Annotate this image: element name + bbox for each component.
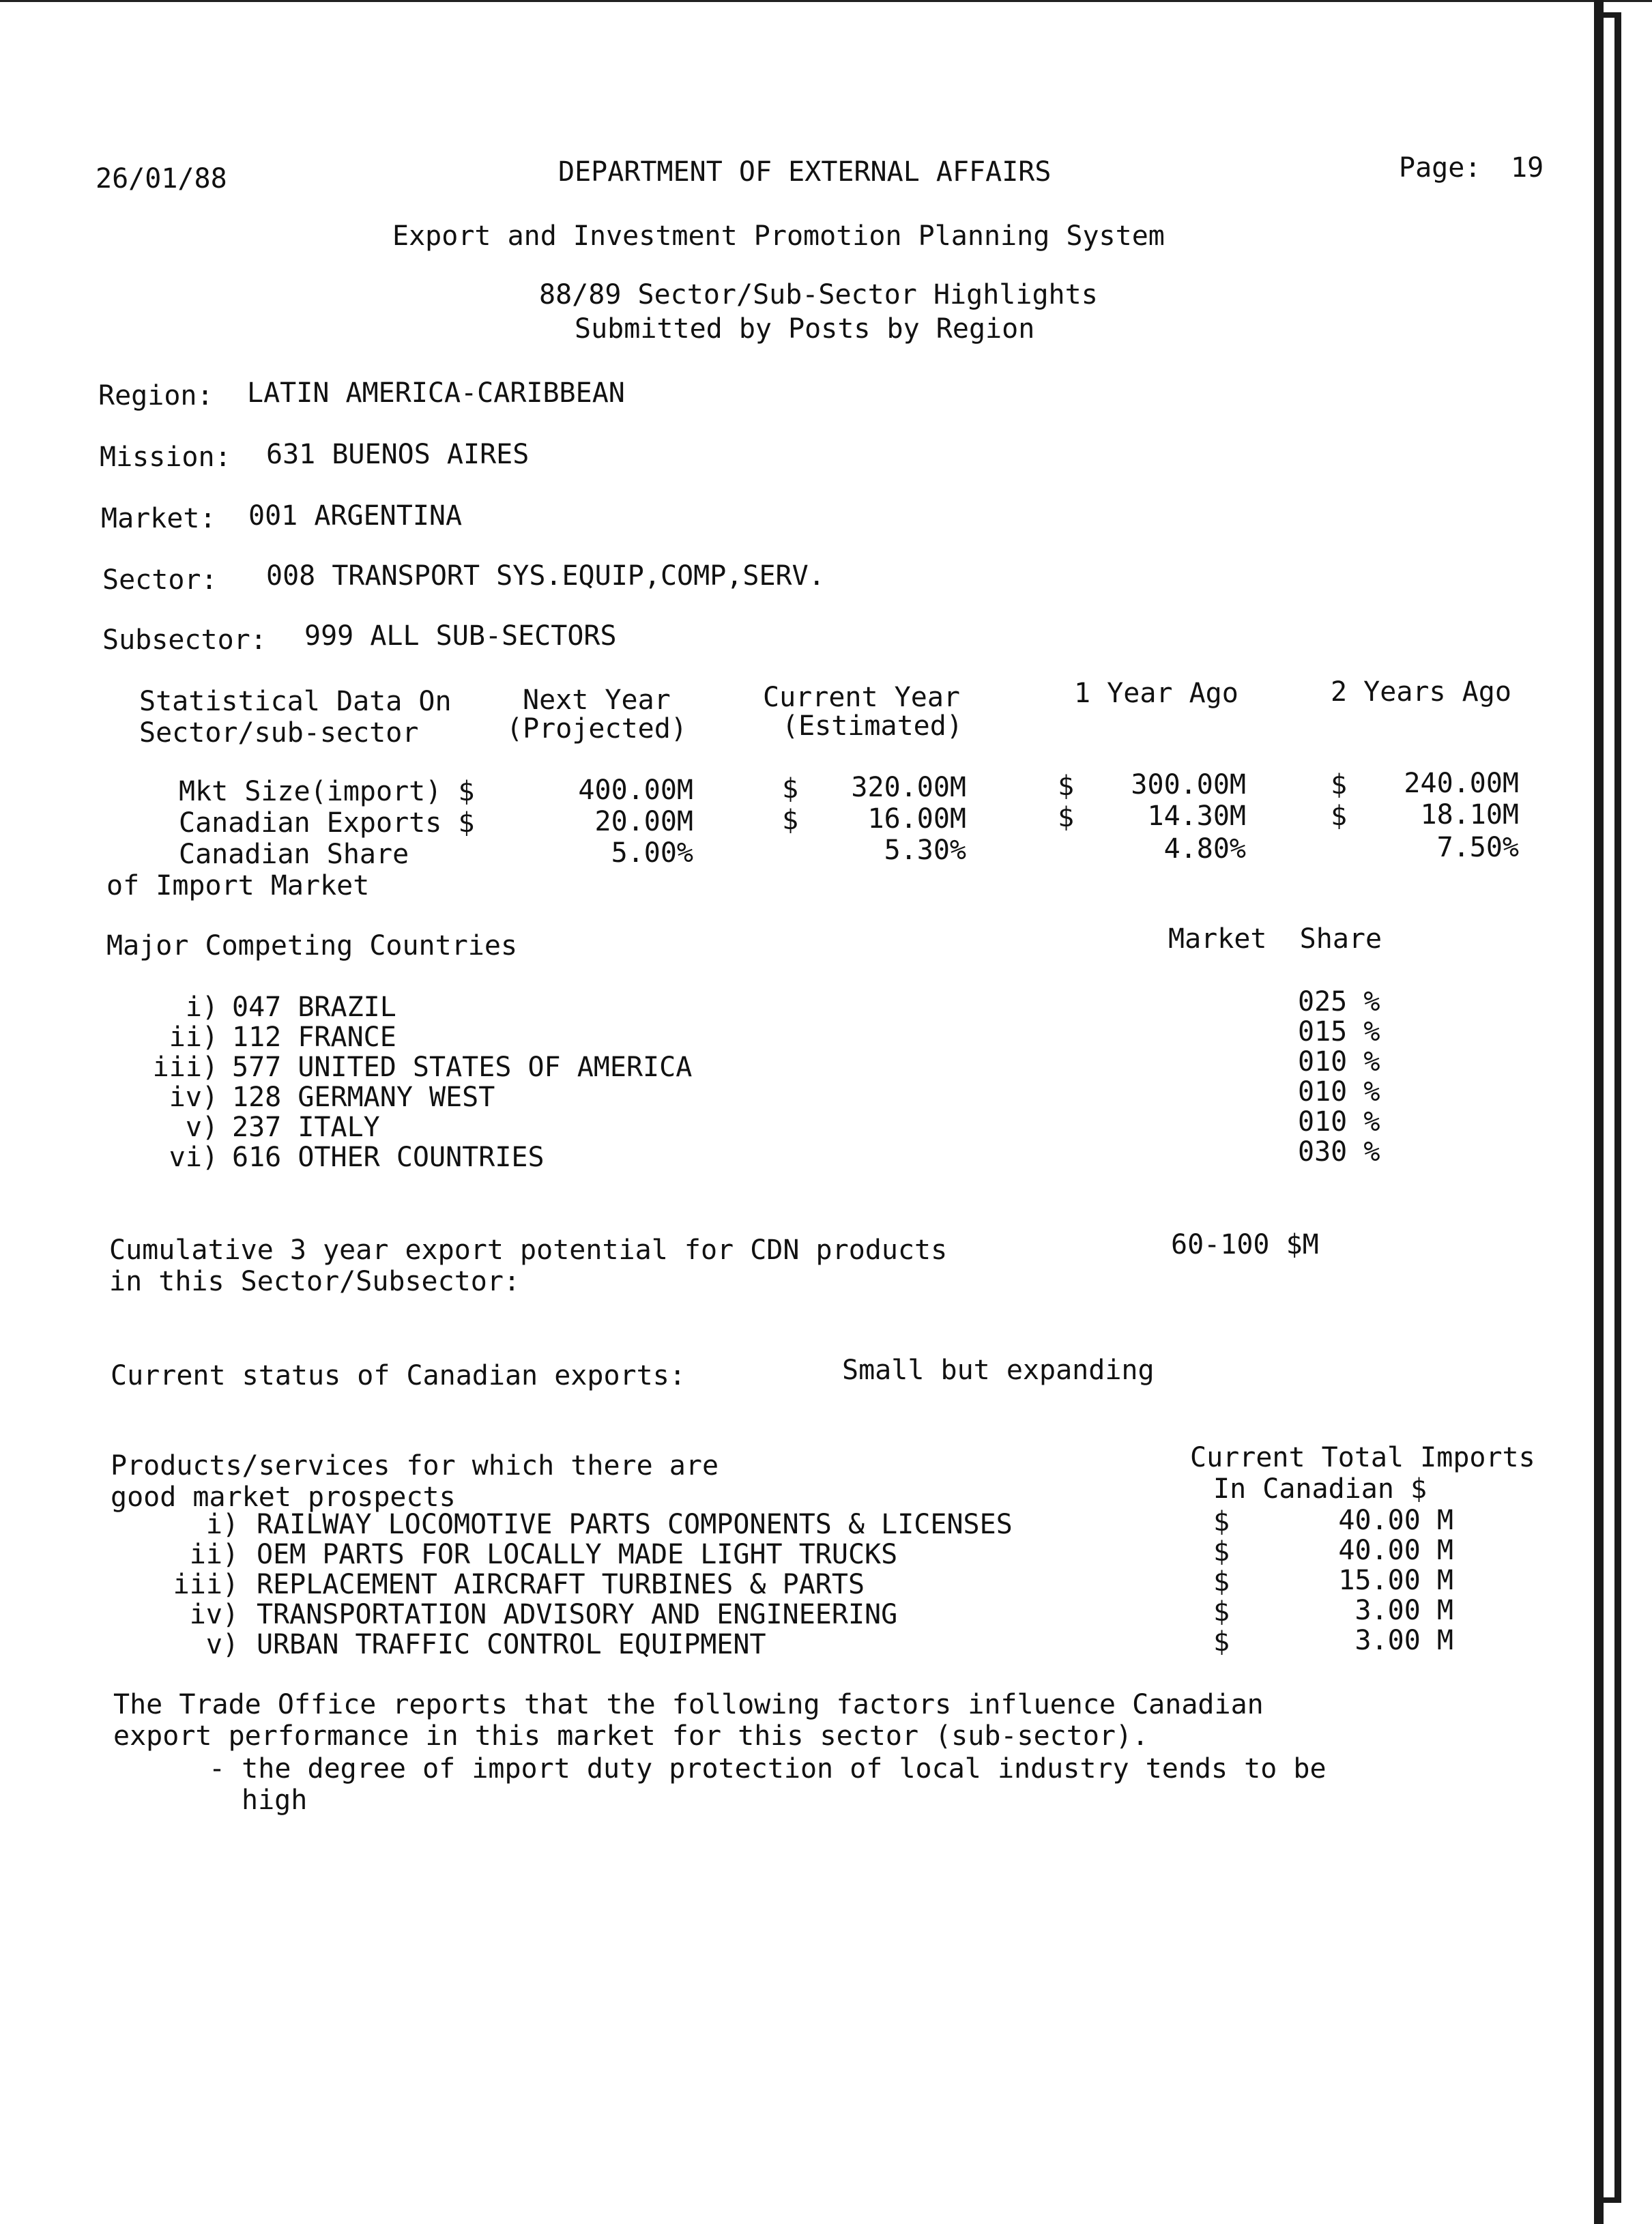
competitor-number: ii) <box>169 1022 218 1053</box>
product-number: ii) <box>189 1539 239 1570</box>
product-name: OEM PARTS FOR LOCALLY MADE LIGHT TRUCKS <box>257 1539 898 1570</box>
stats-1-year-ago-value: 14.30M <box>1147 800 1246 832</box>
stats-1-year-ago-value: 300.00M <box>1131 769 1246 800</box>
product-number: iv) <box>189 1599 239 1630</box>
competitor-country: 047 BRAZIL <box>232 992 396 1023</box>
products-heading-line1: Products/services for which there are <box>111 1450 719 1482</box>
stats-header-2-years-ago: 2 Years Ago <box>1331 676 1511 708</box>
factor-bullet-line2: high <box>242 1785 308 1816</box>
sector-value: 008 TRANSPORT SYS.EQUIP,COMP,SERV. <box>266 560 825 592</box>
competitor-country: 577 UNITED STATES OF AMERICA <box>232 1052 693 1083</box>
stats-currency-symbol: $ <box>1331 800 1348 832</box>
page-label: Page: <box>1399 152 1481 184</box>
stats-current-year-value: 16.00M <box>867 803 966 835</box>
competitor-share: 010 % <box>1298 1076 1380 1108</box>
report-date: 26/01/88 <box>96 163 227 194</box>
stats-row-label: Canadian Exports $ <box>179 807 475 839</box>
region-value: LATIN AMERICA-CARIBBEAN <box>247 377 625 409</box>
competitor-share: 010 % <box>1298 1106 1380 1138</box>
stats-currency-symbol: $ <box>1331 769 1348 800</box>
product-import-amount: 40.00 M <box>1338 1505 1453 1536</box>
stats-current-year-value: 5.30% <box>884 835 966 866</box>
subsector-label: Subsector: <box>102 624 267 656</box>
system-title: Export and Investment Promotion Planning System <box>392 220 1165 252</box>
stats-next-year-value: 400.00M <box>578 775 693 806</box>
stats-2-years-ago-value: 7.50% <box>1436 832 1519 863</box>
stats-share-continuation: of Import Market <box>106 870 370 901</box>
competitor-country: 112 FRANCE <box>232 1022 396 1053</box>
competitor-number: v) <box>185 1112 218 1143</box>
factors-line1: The Trade Office reports that the following factors influence Canadian <box>113 1689 1264 1720</box>
stats-header-current-year: Current Year <box>763 682 960 713</box>
factor-bullet-line1: - the degree of import duty protection of local industry tends to be <box>209 1753 1327 1785</box>
competitor-number: iii) <box>152 1052 218 1083</box>
department-title: DEPARTMENT OF EXTERNAL AFFAIRS <box>558 156 1052 188</box>
competitor-number: iv) <box>169 1082 218 1113</box>
stats-current-year-value: 320.00M <box>851 772 966 803</box>
market-value: 001 ARGENTINA <box>248 500 463 532</box>
mission-value: 631 BUENOS AIRES <box>266 439 530 470</box>
product-currency-symbol: $ <box>1213 1536 1230 1568</box>
product-number: i) <box>205 1509 239 1540</box>
binder-edge-bottom-cap <box>1594 2197 1621 2203</box>
stats-2-years-ago-value: 18.10M <box>1420 799 1519 831</box>
competitor-share: 025 % <box>1298 986 1380 1017</box>
export-status-value: Small but expanding <box>842 1355 1155 1386</box>
export-potential-line2: in this Sector/Subsector: <box>109 1266 521 1297</box>
page-number: 19 <box>1511 152 1544 184</box>
stats-header-1-year-ago: 1 Year Ago <box>1074 678 1238 709</box>
stats-currency-symbol: $ <box>782 773 799 805</box>
mission-label: Mission: <box>100 442 231 473</box>
product-import-amount: 3.00 M <box>1354 1595 1453 1626</box>
product-number: iii) <box>173 1569 239 1600</box>
product-import-amount: 15.00 M <box>1338 1565 1453 1596</box>
stats-next-year-value: 20.00M <box>594 806 693 837</box>
binder-edge-outer <box>1594 0 1604 2224</box>
imports-heading-line1: Current Total Imports <box>1190 1442 1535 1473</box>
subsector-value: 999 ALL SUB-SECTORS <box>304 620 617 652</box>
stats-row-label: Canadian Share <box>179 839 409 870</box>
stats-header-label-line2: Sector/sub-sector <box>139 717 419 749</box>
stats-currency-symbol: $ <box>1058 802 1075 833</box>
competitor-country: 616 OTHER COUNTRIES <box>232 1142 545 1173</box>
competitors-heading: Major Competing Countries <box>106 930 518 962</box>
export-status-label: Current status of Canadian exports: <box>111 1360 686 1391</box>
product-name: TRANSPORTATION ADVISORY AND ENGINEERING <box>257 1599 898 1630</box>
product-name: RAILWAY LOCOMOTIVE PARTS COMPONENTS & LICENSES <box>257 1509 1013 1540</box>
market-label: Market: <box>101 503 216 534</box>
competitor-country: 237 ITALY <box>232 1112 380 1143</box>
product-import-amount: 3.00 M <box>1354 1625 1453 1656</box>
competitor-number: vi) <box>169 1142 218 1173</box>
export-potential-value: 60-100 $M <box>1171 1229 1319 1260</box>
stats-currency-symbol: $ <box>782 805 799 836</box>
products-heading-line2: good market prospects <box>111 1482 456 1513</box>
stats-2-years-ago-value: 240.00M <box>1404 768 1519 799</box>
product-currency-symbol: $ <box>1213 1596 1230 1628</box>
report-title: 88/89 Sector/Sub-Sector Highlights <box>539 279 1098 311</box>
product-import-amount: 40.00 M <box>1338 1535 1453 1566</box>
competitor-share: 030 % <box>1298 1136 1380 1168</box>
report-subtitle: Submitted by Posts by Region <box>575 313 1035 345</box>
region-label: Region: <box>98 380 214 411</box>
competitor-number: i) <box>185 992 218 1023</box>
market-share-heading: Market Share <box>1168 923 1382 955</box>
competitor-share: 010 % <box>1298 1046 1380 1078</box>
product-currency-symbol: $ <box>1213 1626 1230 1658</box>
sector-label: Sector: <box>102 564 218 596</box>
imports-heading-line2: In Canadian $ <box>1213 1473 1428 1505</box>
competitor-share: 015 % <box>1298 1016 1380 1048</box>
stats-next-year-value: 5.00% <box>611 837 693 869</box>
product-currency-symbol: $ <box>1213 1566 1230 1598</box>
stats-header-projected: (Projected) <box>506 713 687 745</box>
top-edge-rule <box>0 0 1652 2</box>
product-name: URBAN TRAFFIC CONTROL EQUIPMENT <box>257 1629 766 1660</box>
export-potential-line1: Cumulative 3 year export potential for CDN products <box>109 1234 948 1266</box>
stats-row-label: Mkt Size(import) $ <box>179 776 475 807</box>
stats-header-next-year: Next Year <box>523 684 671 716</box>
stats-currency-symbol: $ <box>1058 770 1075 802</box>
product-currency-symbol: $ <box>1213 1506 1230 1537</box>
binder-edge-inner <box>1614 12 1621 2203</box>
binder-edge-top-cap <box>1594 12 1621 18</box>
competitor-country: 128 GERMANY WEST <box>232 1082 495 1113</box>
product-name: REPLACEMENT AIRCRAFT TURBINES & PARTS <box>257 1569 865 1600</box>
factors-line2: export performance in this market for this sector (sub-sector). <box>113 1720 1149 1752</box>
stats-header-label-line1: Statistical Data On <box>139 686 452 717</box>
stats-header-estimated: (Estimated) <box>782 710 963 742</box>
stats-1-year-ago-value: 4.80% <box>1163 833 1246 865</box>
product-number: v) <box>205 1629 239 1660</box>
